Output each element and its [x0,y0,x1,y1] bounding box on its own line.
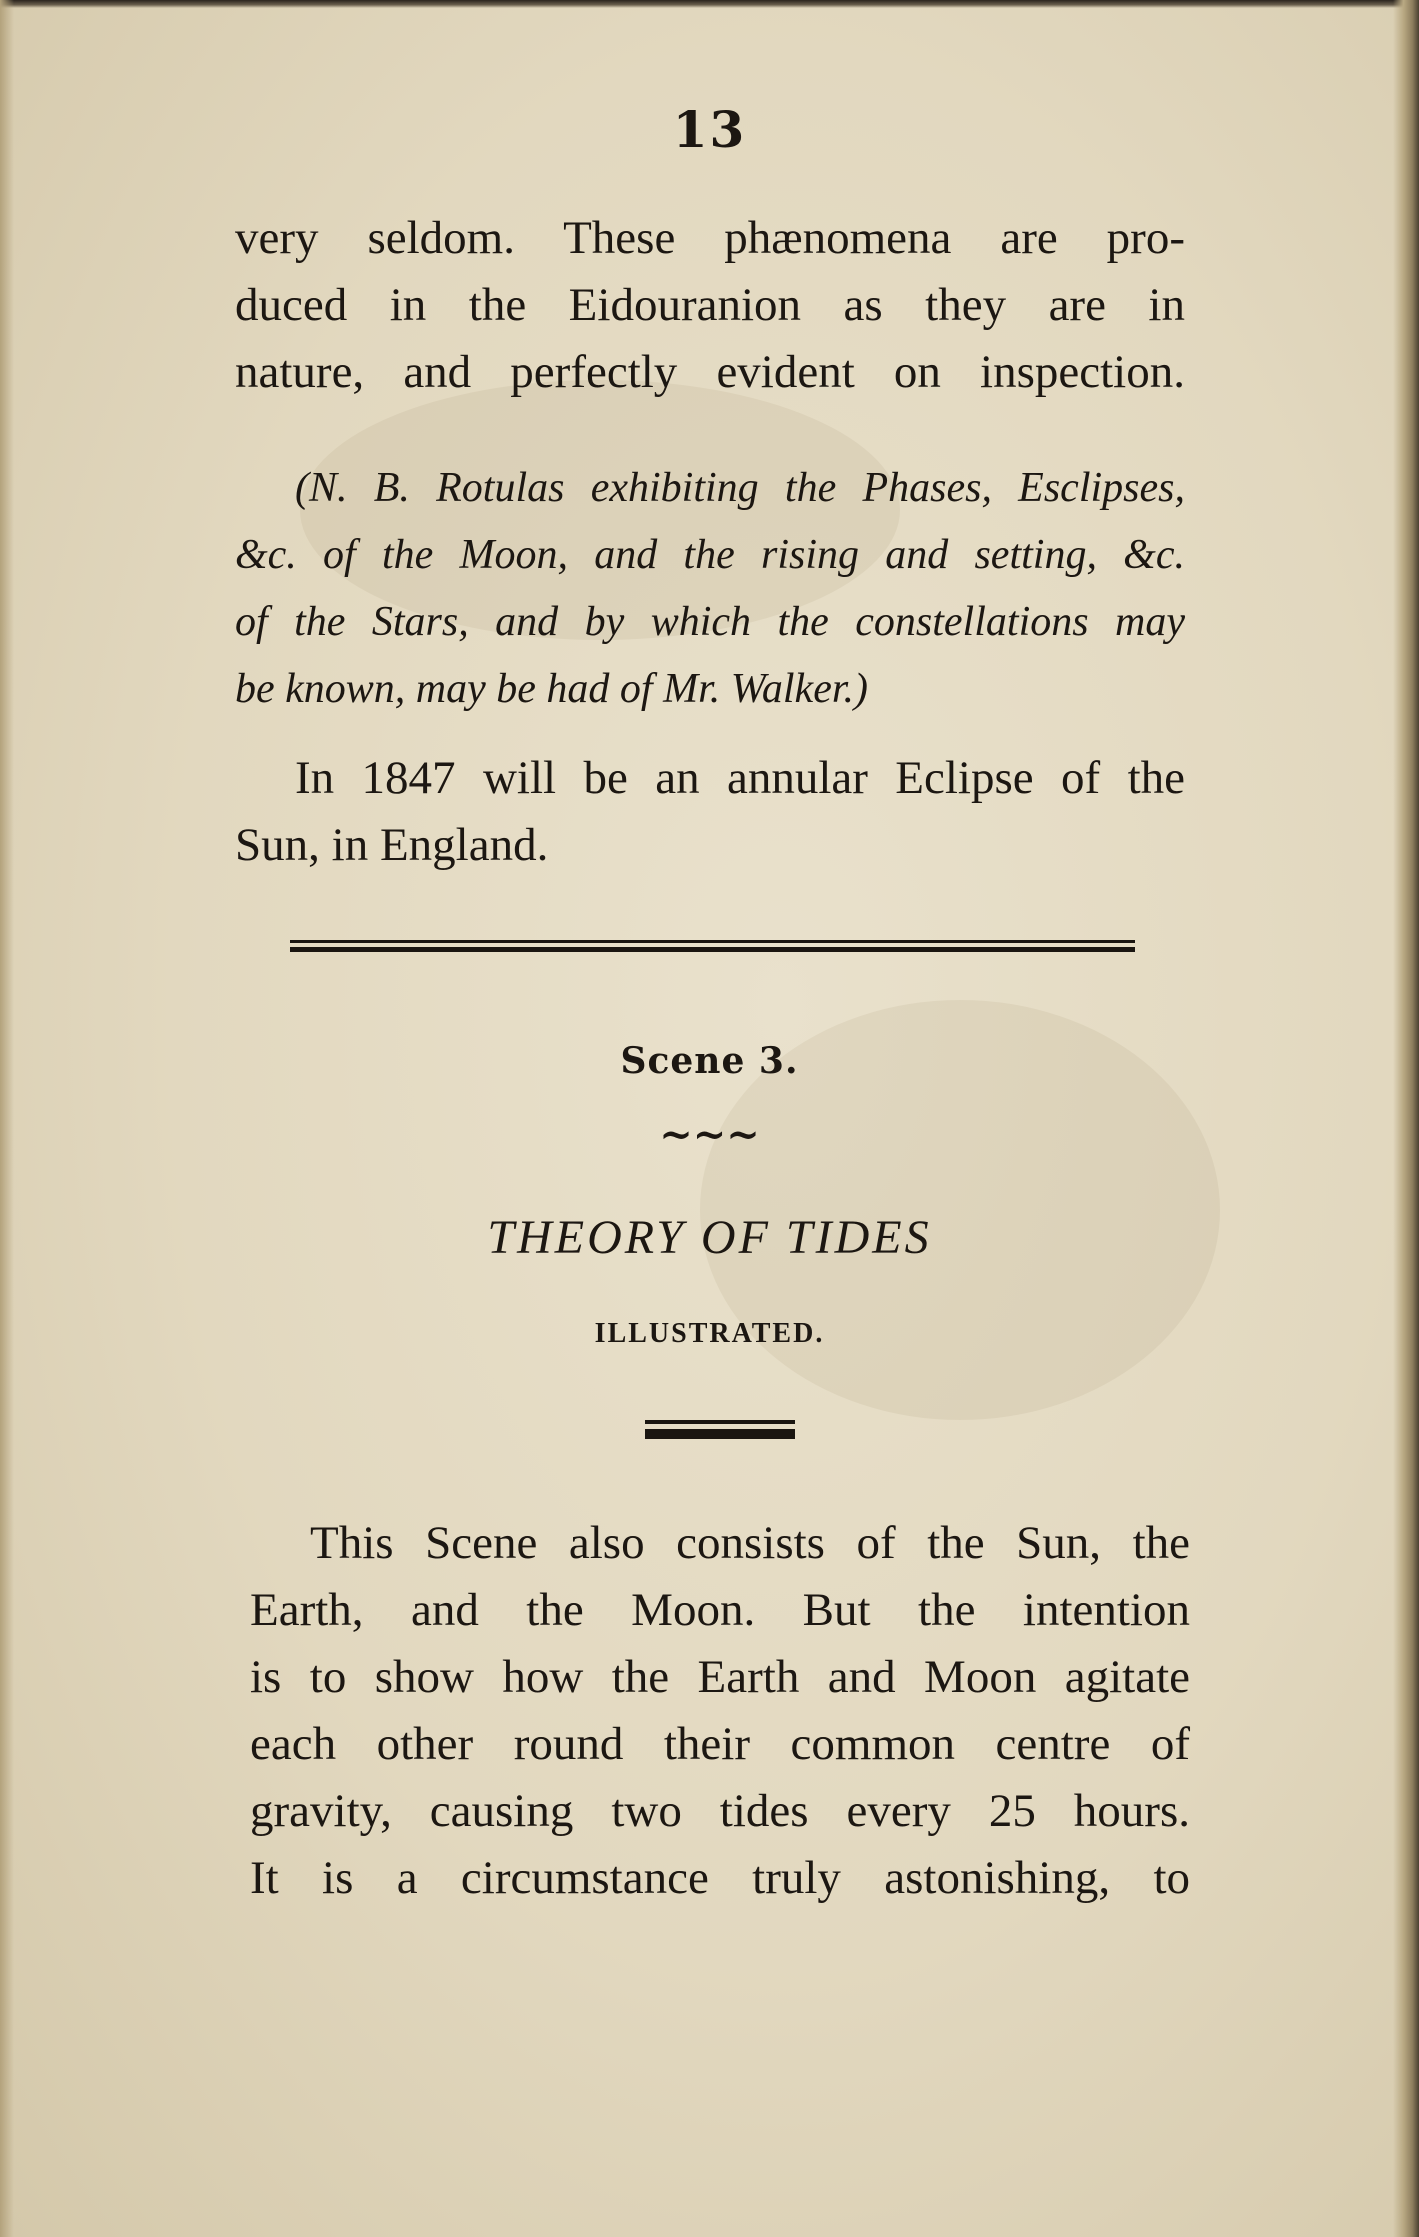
note-line: be known, may be had of Mr. Walker.) [235,666,869,712]
page-number: 13 [672,100,747,159]
nota-bene-note [235,455,1185,723]
text-line: very seldom. These phænomena are pro- [235,212,1185,264]
heading-divider-rule [645,1420,795,1442]
text-line: Sun, in England. [235,819,549,871]
text-line: duced in the Eidouranion as they are in [235,279,1185,331]
scene-label: Scene 3. [620,1040,799,1082]
note-line: (N. B. Rotulas exhibiting the Phases, Esclipses, [295,465,1185,511]
paragraph-continued [235,205,1185,406]
text-line: gravity, causing two tides every 25 hours. [250,1785,1190,1837]
section-heading: THEORY OF TIDES [487,1211,932,1264]
section-divider-rule [290,940,1135,954]
divider-thick-line [645,1429,795,1439]
text-line: Earth, and the Moon. But the intention [250,1584,1190,1636]
wave-ornament-icon: ~~~ [659,1111,760,1158]
note-line: &c. of the Moon, and the rising and setting, &c. [235,532,1185,578]
divider-thick-line [290,947,1135,952]
text-line: This Scene also consists of the Sun, the [310,1517,1190,1569]
text-line: each other round their common centre of [250,1718,1190,1770]
text-line: is to show how the Earth and Moon agitate [250,1651,1190,1703]
divider-thin-line [645,1420,795,1424]
note-line: of the Stars, and by which the constellations may [235,599,1185,645]
eclipse-paragraph [235,745,1185,879]
tides-paragraph [250,1510,1190,1912]
section-subheading: ILLUSTRATED. [594,1318,825,1349]
text-line: It is a circumstance truly astonishing, to [250,1852,1190,1904]
page-top-edge [0,0,1419,8]
text-line: nature, and perfectly evident on inspection. [235,346,1185,398]
divider-thin-line [290,940,1135,943]
text-line: In 1847 will be an annular Eclipse of the [295,752,1185,804]
